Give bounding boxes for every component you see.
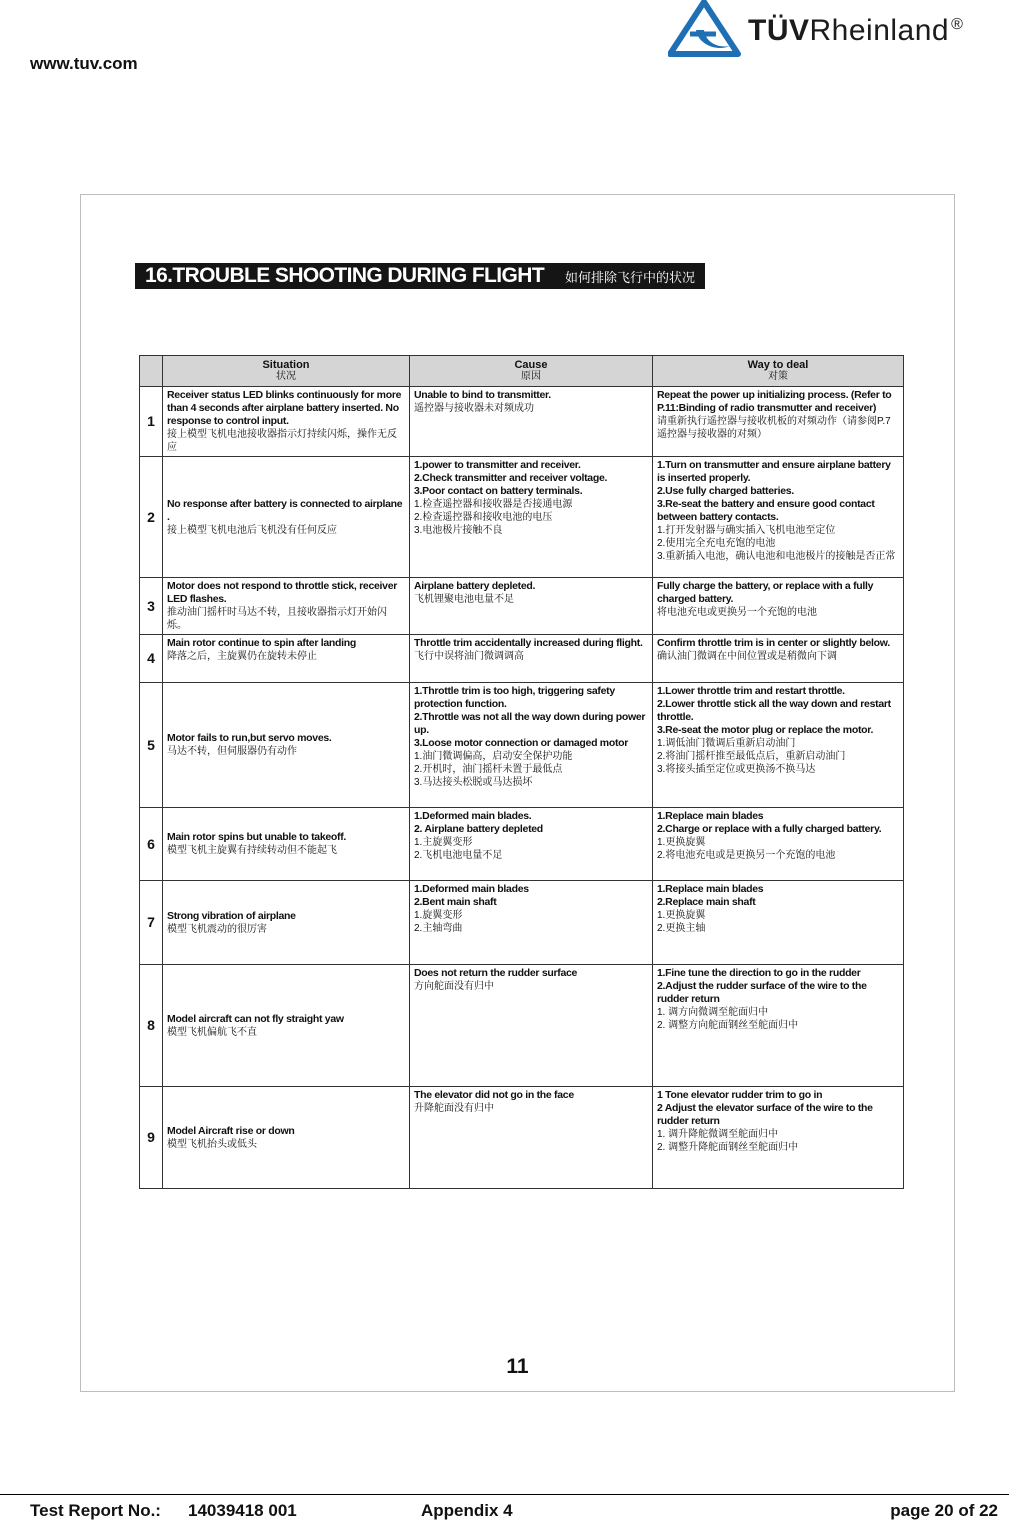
cause-line: 2.开机时，油门摇杆未置于最低点 [414,764,563,775]
header-num-cell [140,356,163,387]
cause-en: Unable to bind to transmitter. [414,389,551,401]
report-label: Test Report No.: [30,1501,161,1520]
header-cause [410,356,653,387]
deal-cell [653,965,904,1087]
deal-line: 2. 调整升降舵面钢丝至舵面归中 [657,1142,799,1153]
header-situation [163,356,410,387]
row-number: 2 [140,457,163,578]
cause-line: 2.Throttle was not all the way down during power up. [414,711,646,736]
deal-line: 2.Replace main shaft [657,896,756,908]
deal-line: 1 Tone elevator rudder trim to go in [657,1089,823,1101]
deal-line: 3.Re-seat the motor plug or replace the motor. [657,724,874,736]
cause-cell [410,387,653,457]
registered-mark: ® [951,16,964,33]
deal-line: 1.更换旋翼 [657,910,706,921]
section-title-zh: 如何排除飞行中的状况 [565,270,696,285]
deal-line: 3.将接头插至定位或更换汤不换马达 [657,764,816,775]
row-number: 6 [140,808,163,881]
situation-en: Model aircraft can not fly straight yaw [167,1012,344,1025]
table-row [140,1087,904,1189]
cause-line: 2.检查遥控器和接收电池的电压 [414,512,553,523]
deal-zh: 将电池充电或更换另一个充饱的电池 [657,607,817,618]
situation-en: Model Aircraft rise or down [167,1124,295,1137]
situation-cell [163,683,410,808]
cause-line: 3.马达接头松脱或马达损坏 [414,777,533,788]
situation-zh: 模型飞机偏航飞不直 [167,1026,257,1038]
cause-zh: 遥控器与接收器未对频成功 [414,403,534,414]
situation-zh: 马达不转，但伺服器仍有动作 [167,746,297,757]
table-row [140,635,904,683]
table-row [140,808,904,881]
cause-line: 1.旋翼变形 [414,910,463,921]
situation-zh: 模型飞机主旋翼有持续转动但不能起飞 [167,845,337,856]
deal-zh: 确认油门微调在中间位置或是稍微向下调 [657,651,837,662]
row-number: 7 [140,881,163,965]
cause-cell [410,881,653,965]
cause-line: 3.Loose motor connection or damaged motor [414,737,629,749]
cause-cell [410,965,653,1087]
situation-zh: 模型飞机震动的很厉害 [167,923,267,935]
situation-cell [163,1087,410,1189]
deal-line: 2. 调整方向舵面钢丝至舵面归中 [657,1020,799,1031]
row-number: 4 [140,635,163,683]
situation-cell [163,578,410,635]
deal-line: 1.Lower throttle trim and restart throttle. [657,685,845,697]
cause-line: 1.Throttle trim is too high, triggering safety protection function. [414,685,615,710]
situation-en: Motor does not respond to throttle stick, receiver LED flashes. [167,580,398,605]
header-en: Situation [262,359,310,371]
cause-cell [410,1087,653,1189]
table-row [140,387,904,457]
header-zh: 状况 [276,371,296,382]
cause-cell [410,578,653,635]
table-row [140,457,904,578]
situation-cell [163,965,410,1087]
cause-zh: 方向舵面没有归中 [414,981,494,992]
appendix-label: Appendix 4 [421,1501,513,1520]
header-en: Cause [514,359,548,371]
cause-line: 2. Airplane battery depleted [414,823,543,835]
cause-line: 3.Poor contact on battery terminals. [414,485,583,497]
cause-cell [410,457,653,578]
header-zh: 原因 [521,371,541,382]
cause-line: 1.主旋翼变形 [414,837,473,848]
cause-cell [410,683,653,808]
deal-cell [653,457,904,578]
cause-line: 1.油门微调偏高，启动安全保护功能 [414,751,573,762]
header-zh: 对策 [768,371,788,382]
cause-en: Does not return the rudder surface [414,967,578,979]
page-indicator: page 20 of 22 [890,1501,998,1520]
deal-line: 1. 调升降舵微调至舵面归中 [657,1129,779,1140]
page-url: www.tuv.com [30,54,138,73]
deal-cell [653,635,904,683]
deal-cell [653,1087,904,1189]
deal-line: 2 Adjust the elevator surface of the wire to the rudder return [657,1102,873,1127]
cause-en: Throttle trim accidentally increased during flight. [414,637,643,649]
deal-line: 2.Lower throttle stick all the way down and restart throttle. [657,698,891,723]
deal-en: Fully charge the battery, or replace with a fully charged battery. [657,580,874,605]
cause-zh: 飞机锂聚电池电量不足 [414,594,514,605]
table-row [140,683,904,808]
deal-line: 1.Turn on transmutter and ensure airplane battery is inserted properly. [657,459,891,484]
cause-line: 2.飞机电池电量不足 [414,850,503,861]
situation-en: Motor fails to run,but servo moves. [167,732,332,744]
deal-line: 2.Charge or replace with a fully charged battery. [657,823,882,835]
row-number: 3 [140,578,163,635]
cause-line: 1.Deformed main blades. [414,810,532,822]
deal-line: 1.更换旋翼 [657,837,706,848]
deal-line: 2.将电池充电或是更换另一个充饱的电池 [657,850,836,861]
situation-zh: 降落之后，主旋翼仍在旋转未停止 [167,651,317,662]
header-en: Way to deal [747,359,809,371]
cause-zh: 飞行中误将油门微调调高 [414,651,524,662]
table-row [140,965,904,1087]
troubleshooting-table [139,355,904,1189]
table-header-row [140,356,904,387]
deal-en: Confirm throttle trim is in center or slightly below. [657,637,890,649]
section-title-en: 16.TROUBLE SHOOTING DURING FLIGHT [145,264,545,287]
deal-line: 1.Replace main blades [657,883,764,895]
situation-zh: 接上模型飞机电池接收器指示灯持续闪烁，操作无反应 [167,429,397,453]
situation-en: Main rotor spins but unable to takeoff. [167,831,347,843]
row-number: 1 [140,387,163,457]
deal-line: 3.重新插入电池，确认电池和电池极片的接触是否正常 [657,551,896,562]
table-row [140,578,904,635]
situation-en: No response after battery is connected to airplane . [167,497,403,523]
brand-bold: TÜV [748,14,810,47]
cause-line: 2.Check transmitter and receiver voltage. [414,472,608,484]
footer-divider [0,1494,1009,1495]
brand-rest: Rheinland [809,14,950,47]
cause-cell [410,808,653,881]
situation-en: Strong vibration of airplane [167,909,296,922]
deal-line: 2.更换主轴 [657,923,706,934]
cause-cell [410,635,653,683]
cause-en: Airplane battery depleted. [414,580,536,592]
deal-line: 1.调低油门微调后重新启动油门 [657,738,796,749]
table-row [140,881,904,965]
row-number: 8 [140,965,163,1087]
situation-cell [163,387,410,457]
cause-line: 1.Deformed main blades [414,883,529,895]
situation-cell [163,881,410,965]
header-way-to-deal [653,356,904,387]
brand-name [748,14,963,48]
deal-line: 1.打开发射器与确实插入飞机电池至定位 [657,525,836,536]
cause-line: 1.检查遥控器和接收器是否接通电源 [414,499,573,510]
deal-cell [653,387,904,457]
deal-cell [653,808,904,881]
situation-cell [163,635,410,683]
cause-line: 2.Bent main shaft [414,896,497,908]
deal-line: 2.使用完全充电充饱的电池 [657,538,776,549]
deal-cell [653,881,904,965]
deal-line: 2.Use fully charged batteries. [657,485,794,497]
report-number: 14039418 001 [188,1501,297,1520]
cause-line: 2.主轴弯曲 [414,923,463,934]
situation-cell [163,808,410,881]
manual-page-number: 11 [506,1355,529,1378]
cause-en: The elevator did not go in the face [414,1089,574,1101]
cause-line: 1.power to transmitter and receiver. [414,459,581,471]
row-number: 5 [140,683,163,808]
deal-line: 2.Adjust the rudder surface of the wire to the rudder return [657,980,867,1005]
situation-zh: 接上模型飞机电池后飞机没有任何反应 [167,524,337,536]
cause-zh: 升降舵面没有归中 [414,1103,494,1114]
deal-line: 3.Re-seat the battery and ensure good contact between battery contacts. [657,498,875,523]
deal-line: 1.Replace main blades [657,810,764,822]
situation-zh: 模型飞机抬头或低头 [167,1138,257,1150]
section-banner [135,263,705,289]
deal-line: 2.将油门摇杆推至最低点后，重新启动油门 [657,751,846,762]
deal-cell [653,683,904,808]
cause-line: 3.电池极片接触不良 [414,525,503,536]
situation-cell [163,457,410,578]
deal-line: 1.Fine tune the direction to go in the rudder [657,967,861,979]
deal-zh: 请重新执行遥控器与接收机板的对频动作（请参阅P.7 遥控器与接收器的对频） [657,416,891,440]
manual-page-scan [80,194,955,1392]
deal-line: 1. 调方向微调至舵面归中 [657,1007,769,1018]
deal-cell [653,578,904,635]
situation-zh: 推动油门摇杆时马达不转，且接收器指示灯开始闪烁。 [167,607,387,631]
situation-en: Main rotor continue to spin after landing [167,637,356,649]
situation-en: Receiver status LED blinks continuously for more than 4 seconds after airplane battery inserted. No response to control input. [167,389,402,427]
deal-en: Repeat the power up initializing process. (Refer to P.11:Binding of radio transmutter and receiver) [657,389,892,414]
row-number: 9 [140,1087,163,1189]
